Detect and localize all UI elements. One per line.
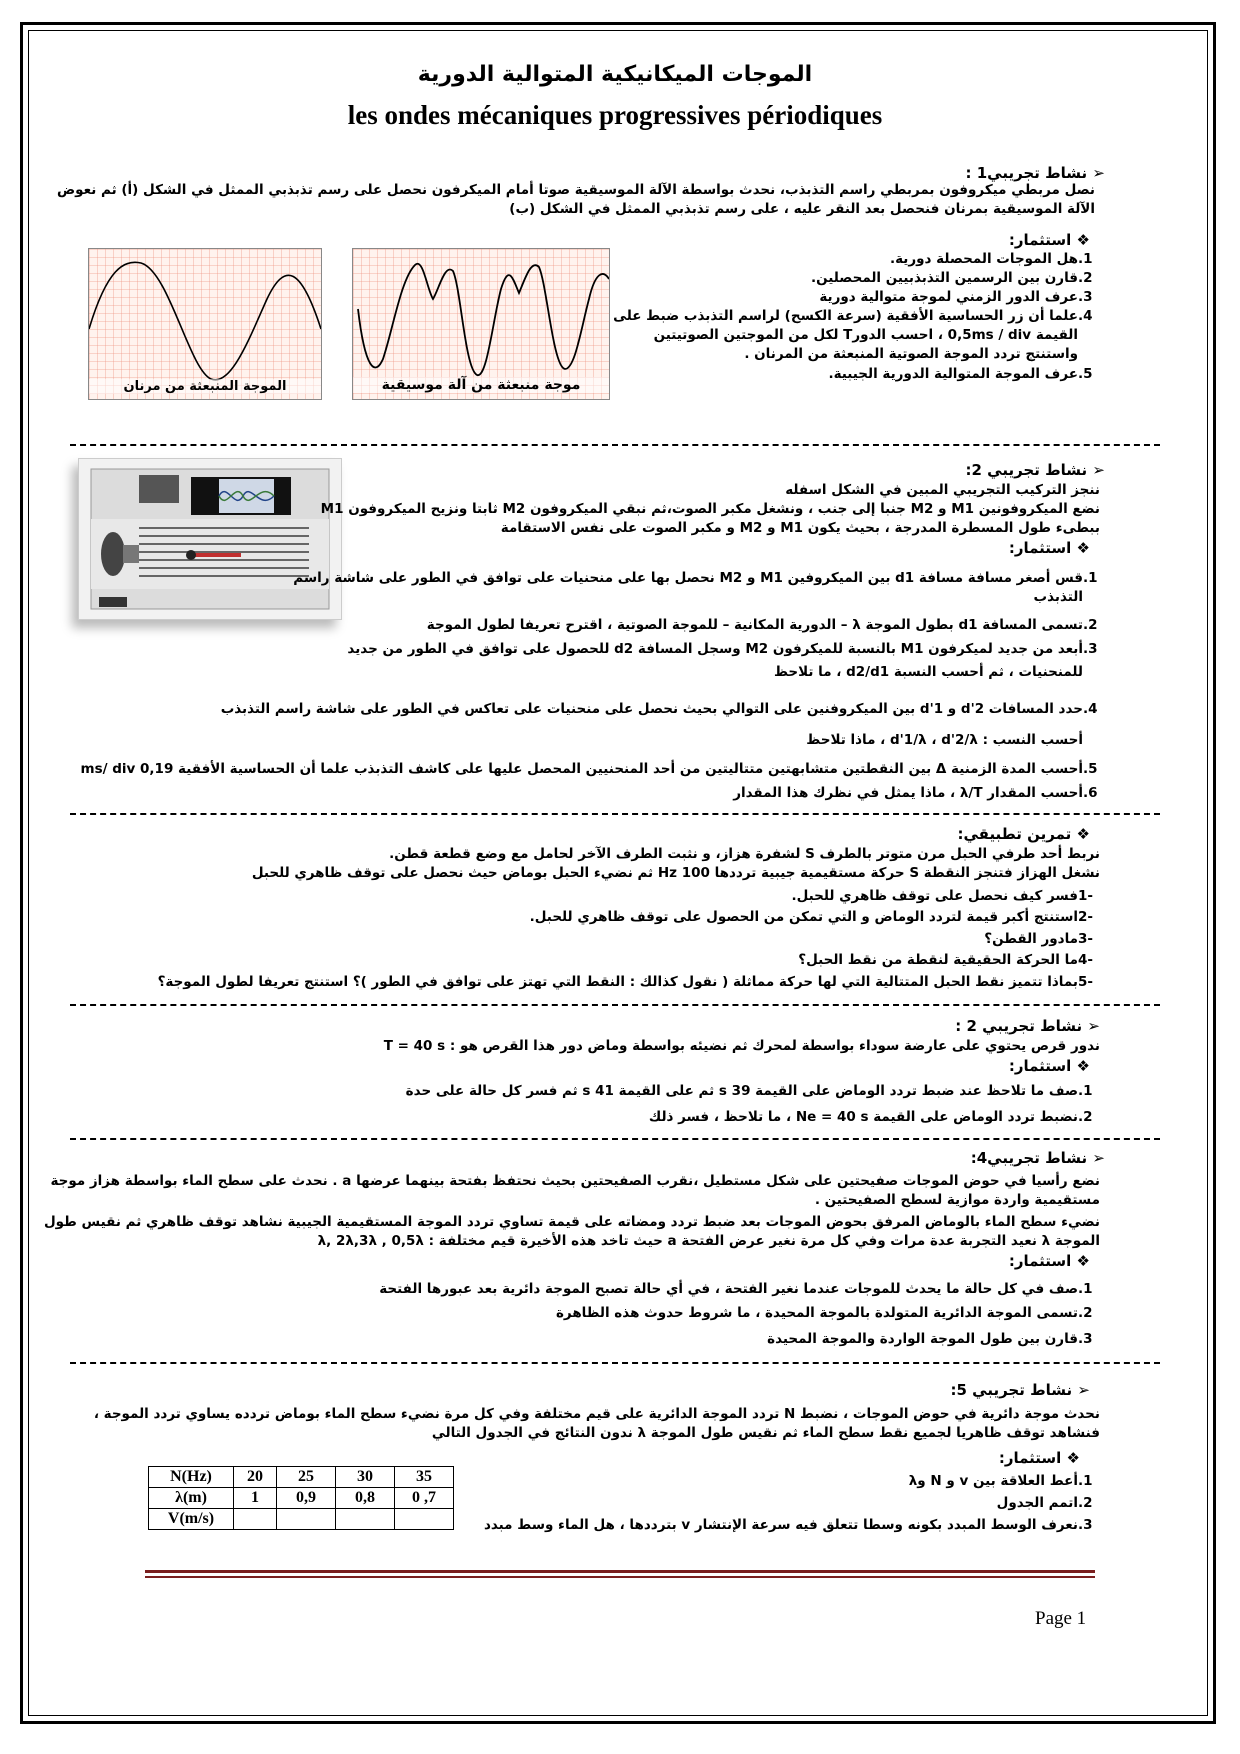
act2-q3-line1: 3.أبعد من جديد لميكرفون M1 بالنسبة للميكرفون M2 وسجل المسافة d2 للحصول على توافق في الطور من جديد	[347, 641, 1098, 657]
act5-q2: 2.اتمم الجدول	[996, 1495, 1093, 1511]
diamond-bullet-icon: ❖	[1076, 1252, 1090, 1270]
diamond-bullet-icon: ❖	[1076, 825, 1090, 843]
oscillogram-tuning-fork-svg	[89, 249, 321, 399]
act2-q1-line1: 1.قس أصغر مسافة مسافة d1 بين الميكروفين M1 و M2 نحصل بها على منحنيات على توافق في الطور على شاشة راسم	[293, 570, 1098, 586]
table-cell: 25	[277, 1467, 336, 1488]
act1-q1: 1.هل الموجات المحصلة دورية.	[889, 251, 1093, 267]
act5-line1: نحدث موجة دائرية في حوض الموجات ، نضبط N تردد الموجة الدائرية على قيم مختلفة وفي كل مرة نضيء سطح الماء بوماض تردده يساوي تردد الموجة ،	[93, 1406, 1100, 1422]
diamond-bullet-icon: ❖	[1076, 231, 1090, 249]
act1-q4-line2: القيمة 0,5ms / div ، احسب الدورT لكل من الموجتين الصوتيتين	[653, 327, 1078, 343]
table-row	[149, 1467, 454, 1488]
act3-q1: 1.صف ما تلاحظ عند ضبط تردد الوماض على القيمة 39 s ثم على القيمة 41 s ثم فسر كل حالة على حدة	[405, 1083, 1093, 1099]
act2-q3-line2: للمنحنيات ، ثم أحسب النسبة d2/d1 ، ما تلاحظ	[773, 664, 1083, 680]
exercise-line2: نشغل الهزاز فتنجز النقطة S حركة مستقيمية جيبية ترددها 100 Hz ثم نضيء الحبل بوماض حيث نحصل على توقف ظاهري للحبل	[251, 865, 1100, 881]
diamond-bullet-icon: ❖	[1066, 1449, 1080, 1467]
page-number: Page 1	[1035, 1608, 1087, 1629]
row-label-n: N(Hz)	[149, 1467, 234, 1488]
exercise-q5: -5بماذا تتميز نقط الحبل المتتالية التي لها حركة مماثلة ( نقول كذالك : النقط التي تهتز على توافق في الطور )؟ استنتج تعريفا لطول الموجة؟	[157, 974, 1094, 990]
table-cell: 20	[234, 1467, 277, 1488]
title-arabic: الموجات الميكانيكية المتوالية الدورية	[417, 62, 813, 87]
oscillogram-instrument	[352, 248, 610, 400]
frequency-wavelength-table	[148, 1466, 454, 1530]
row-label-lambda: λ(m)	[149, 1488, 234, 1509]
table-row	[149, 1509, 454, 1530]
oscillogram-tuning-fork	[88, 248, 322, 400]
act1-q5: 5.عرف الموجة المتوالية الدورية الجيبية.	[828, 366, 1093, 382]
act1-q2: 2.قارن بين الرسمين التذبذبيين المحصلين.	[810, 270, 1093, 286]
act2-line1: ننجز التركيب التجريبي المبين في الشكل اسفله	[785, 482, 1100, 498]
exercise-heading: ❖ تمرين تطبيقي:	[957, 825, 1090, 843]
act4-line3: نضيء سطح الماء بالوماض المرفق بحوض الموجات بعد ضبط تردد ومضاته على قيمة تساوي تردد الموجة المستقيمية الجيبية نشاهد توقف ظاهري ثم نقيس طول	[43, 1214, 1100, 1230]
act1-intro-2: الآلة الموسيقية بمرنان فنحصل بعد النقر عليه ، على رسم تذبذبي الممثل في الشكل (ب)	[509, 201, 1095, 217]
act1-intro-1: نصل مربطي ميكروفون بمربطي راسم التذبذب، نحدث بواسطة الآلة الموسيقية صوتا أمام الميكرفون نحصل على رسم تذبذبي الممثل في الشكل (أ) ثم نعوض	[57, 182, 1095, 198]
act5-q1: 1.أعط العلاقة بين v و N وλ	[908, 1473, 1093, 1489]
act4-line1: نضع رأسيا في حوض الموجات صفيحتين على شكل مستطيل ،نقرب الصفيحتين بحيث نحتفظ بفتحة بينهما عرضها a . نحدث على سطح الماء بواسطة هزاز موجة	[50, 1173, 1100, 1189]
act2-heading: ➢ نشاط تجريبي 2:	[965, 461, 1105, 479]
table-row	[149, 1488, 454, 1509]
divider-4	[70, 1138, 1160, 1140]
exercise-q1: -1فسر كيف نحصل على توقف ظاهري للحبل.	[791, 888, 1094, 904]
diamond-bullet-icon: ❖	[1076, 539, 1090, 557]
arrow-icon: ➢	[1092, 1149, 1105, 1167]
act3-heading: ➢ نشاط تجريبي 2 :	[955, 1017, 1100, 1035]
act2-q6: 6.أحسب المقدار λ/T ، ماذا يمثل في نظرك هذا المقدار	[733, 785, 1098, 801]
act4-q2: 2.تسمى الموجة الدائرية المتولدة بالموجة المحيدة ، ما شروط حدوث هذه الظاهرة	[555, 1305, 1093, 1321]
experiment-setup-svg	[79, 459, 341, 619]
act2-q4-line1: 4.حدد المسافات d'2 و d'1 بين الميكروفنين على التوالي بحيث نحصل على منحنيات على تعاكس في الطور على شاشة راسم التذبذب	[220, 701, 1098, 717]
act4-q1: 1.صف في كل حالة ما يحدث للموجات عندما نغير الفتحة ، في أي حالة تصبح الموجة دائرية بعد عبورها الفتحة	[379, 1281, 1093, 1297]
act2-exploit-title: ❖ استثمار:	[1008, 539, 1090, 557]
table-cell-empty	[277, 1509, 336, 1530]
divider-5	[70, 1362, 1160, 1364]
fig-label-instrument: موجة منبعثة من آلة موسيقية	[353, 377, 609, 393]
divider-3	[70, 1004, 1160, 1006]
divider-1	[70, 444, 1160, 446]
act2-q4-line2: أحسب النسب : d'1/λ ، d'2/λ ، ماذا تلاحظ	[806, 732, 1083, 748]
exercise-q2: -2استنتج أكبر قيمة لتردد الوماض و التي تمكن من الحصول على توقف ظاهري للحبل.	[529, 909, 1094, 925]
arrow-icon: ➢	[1077, 1381, 1090, 1399]
act5-exploit-title: ❖ استثمار:	[998, 1449, 1080, 1467]
title-french: les ondes mécaniques progressives périodiques	[347, 100, 883, 130]
act4-q3: 3.قارن بين طول الموجة الواردة والموجة المحيدة	[767, 1331, 1093, 1347]
table-cell: 0,9	[277, 1488, 336, 1509]
footer-rule-thin	[145, 1576, 1095, 1578]
act5-heading: ➢ نشاط تجريبي 5:	[950, 1381, 1090, 1399]
fig-label-tuning-fork: الموجة المنبعثة من مرنان	[89, 379, 321, 394]
act4-exploit-title: ❖ استثمار:	[1008, 1252, 1090, 1270]
act3-line1: ندور قرص يحتوي على عارضة سوداء بواسطة لمحرك ثم نضيئه بواسطة وماض دور هذا القرص هو : T = 40 s	[383, 1038, 1100, 1054]
table-cell: 35	[395, 1467, 454, 1488]
diamond-bullet-icon: ❖	[1076, 1057, 1090, 1075]
table-cell: 1	[234, 1488, 277, 1509]
exercise-q4: -4ما الحركة الحقيقية لنقطة من نقط الحبل؟	[798, 952, 1094, 968]
arrow-icon: ➢	[1092, 164, 1105, 182]
exercise-q3: -3مادور القطن؟	[984, 931, 1094, 947]
act4-line4: الموجة λ نعيد التجربة عدة مرات وفي كل مرة نغير عرض الفتحة a حيث تاخد هذه الأخيرة قيم مختلفة : λ, 2λ,3λ , 0,5λ	[317, 1233, 1100, 1249]
table-cell: 30	[336, 1467, 395, 1488]
act2-q5: 5.أحسب المدة الزمنية Δ بين النقطتين متشابهتين متتاليتين من أحد المنحنيين المحصل عليها على كاشف التذبذب علما أن الحساسية الأفقية 0,19 ms/ div	[80, 761, 1098, 777]
act2-line3: ببطىء طول المسطرة المدرجة ، بحيث يكون M1 و M2 و مكبر الصوت على نفس الاستقامة	[500, 520, 1100, 536]
act4-line2: مستقيمية واردة موازية لسطح الصفيحتين .	[814, 1192, 1100, 1208]
exercise-line1: نربط أحد طرفي الحبل مرن متوتر بالطرف S لشفرة هزاز، و نثبت الطرف الآخر لحامل مع وضع قطعة قطن.	[389, 846, 1100, 862]
act1-q4-line1: 4.علما أن زر الحساسية الأفقية (سرعة الكسح) لراسم التذبذب ضبط على	[613, 308, 1093, 324]
table-cell-empty	[395, 1509, 454, 1530]
act1-q4-line3: واستنتج تردد الموجة الصوتية المنبعثة من المرنان .	[744, 346, 1078, 362]
table-cell-empty	[234, 1509, 277, 1530]
table-cell: 0,8	[336, 1488, 395, 1509]
act1-q3: 3.عرف الدور الزمني لموجة متوالية دورية	[819, 289, 1093, 305]
act1-exploit-title: ❖ استثمار:	[1008, 231, 1090, 249]
act2-q1-line2: التذبذب	[1033, 589, 1083, 605]
act5-q3: 3.نعرف الوسط المبدد بكونه وسطا تتعلق فيه سرعة الإنتشار v بترددها ، هل الماء وسط مبدد	[483, 1517, 1093, 1533]
footer-rule	[145, 1570, 1095, 1573]
divider-2	[70, 813, 1160, 815]
row-label-v: V(m/s)	[149, 1509, 234, 1530]
act3-q2: 2.نضبط تردد الوماض على القيمة Ne = 40 s ، ما تلاحظ ، فسر ذلك	[648, 1109, 1093, 1125]
act2-line2: نضع الميكروفونين M1 و M2 جنبا إلى جنب ، ونشغل مكبر الصوت،ثم نبقي الميكروفون M2 ثابتا ونزيح الميكروفون M1	[320, 501, 1100, 517]
act2-q2: 2.تسمى المسافة d1 بطول الموجة λ – الدورية المكانية – للموجة الصوتية ، اقترح تعريفا لطول الموجة	[426, 617, 1098, 633]
act5-line2: فنشاهد توقف ظاهريا لجميع نقط سطح الماء ثم نقيس طول الموجة λ ندون النتائج في الجدول التالي	[431, 1425, 1100, 1441]
act4-heading: ➢ نشاط تجريبي4:	[970, 1149, 1105, 1167]
table-cell: 0 ,7	[395, 1488, 454, 1509]
arrow-icon: ➢	[1092, 461, 1105, 479]
act1-heading: ➢ نشاط تجريبي1 :	[965, 164, 1105, 182]
table-cell-empty	[336, 1509, 395, 1530]
arrow-icon: ➢	[1087, 1017, 1100, 1035]
experiment-setup-photo	[78, 458, 342, 620]
act3-exploit-title: ❖ استثمار:	[1008, 1057, 1090, 1075]
